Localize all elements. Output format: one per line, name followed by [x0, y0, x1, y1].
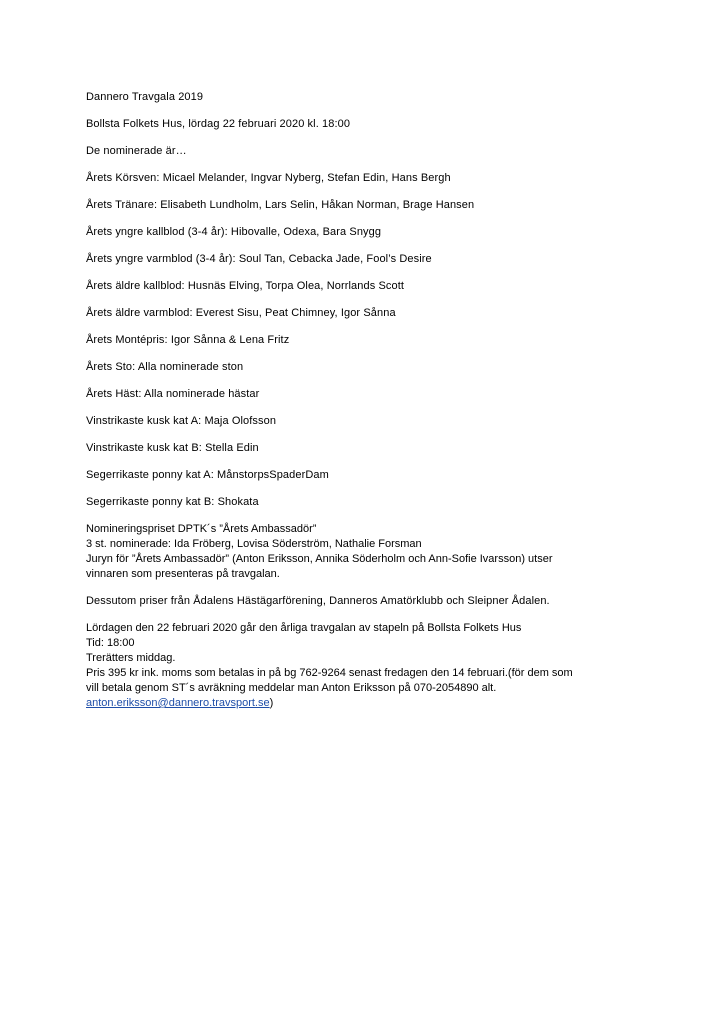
ambassador-nominees: 3 st. nominerade: Ida Fröberg, Lovisa Söderström, Nathalie Forsman [86, 538, 422, 550]
category-ponny-a: Segerrikaste ponny kat A: MånstorpsSpaderDam [86, 469, 329, 481]
category-kusk-b: Vinstrikaste kusk kat B: Stella Edin [86, 442, 259, 454]
event-time: Tid: 18:00 [86, 637, 135, 649]
event-price: Pris 395 kr ink. moms som betalas in på bg 762-9264 senast fredagen den 14 februari.(för dem som [86, 667, 573, 679]
category-kusk-a: Vinstrikaste kusk kat A: Maja Olofsson [86, 415, 277, 427]
event-dinner: Trerätters middag. [86, 652, 176, 664]
category-aldre-varmblod: Årets äldre varmblod: Everest Sisu, Peat Chimney, Igor Sånna [86, 307, 396, 319]
category-tranare: Årets Tränare: Elisabeth Lundholm, Lars Selin, Håkan Norman, Brage Hansen [86, 199, 475, 211]
event-payment-note: vill betala genom ST´s avräkning meddelar man Anton Eriksson på 070-2054890 alt. [86, 682, 497, 694]
category-yngre-varmblod: Årets yngre varmblod (3-4 år): Soul Tan, Cebacka Jade, Fool’s Desire [86, 253, 432, 265]
document-title: Dannero Travgala 2019 [86, 91, 204, 103]
category-korsven: Årets Körsven: Micael Melander, Ingvar Nyberg, Stefan Edin, Hans Bergh [86, 172, 451, 184]
event-contact [86, 696, 686, 711]
event-date-line: Lördagen den 22 februari 2020 går den årliga travgalan av stapeln på Bollsta Folkets Hus [86, 622, 522, 634]
category-sto: Årets Sto: Alla nominerade ston [86, 361, 244, 373]
venue-line: Bollsta Folkets Hus, lördag 22 februari 2020 kl. 18:00 [86, 118, 351, 130]
document-body [86, 90, 686, 723]
contact-close-paren: ) [269, 697, 274, 709]
extra-prizes: Dessutom priser från Ådalens Hästägarförening, Danneros Amatörklubb och Sleipner Ådalen. [86, 595, 550, 607]
category-hast: Årets Häst: Alla nominerade hästar [86, 388, 260, 400]
ambassador-jury: Juryn för ”Årets Ambassadör” (Anton Eriksson, Annika Söderholm och Ann-Sofie Ivarsson) utser [86, 553, 553, 565]
ambassador-winner-note: vinnaren som presenteras på travgalan. [86, 568, 280, 580]
ambassador-section [86, 522, 686, 582]
contact-email-link[interactable]: anton.eriksson@dannero.travsport.se [86, 697, 270, 709]
intro-text: De nominerade är… [86, 145, 187, 157]
category-ponny-b: Segerrikaste ponny kat B: Shokata [86, 496, 259, 508]
category-aldre-kallblod: Årets äldre kallblod: Husnäs Elving, Torpa Olea, Norrlands Scott [86, 280, 405, 292]
category-yngre-kallblod: Årets yngre kallblod (3-4 år): Hibovalle, Odexa, Bara Snygg [86, 226, 382, 238]
event-section [86, 621, 686, 711]
ambassador-heading: Nomineringspriset DPTK´s ”Årets Ambassadör” [86, 523, 317, 535]
category-montepris: Årets Montépris: Igor Sånna & Lena Fritz [86, 334, 290, 346]
